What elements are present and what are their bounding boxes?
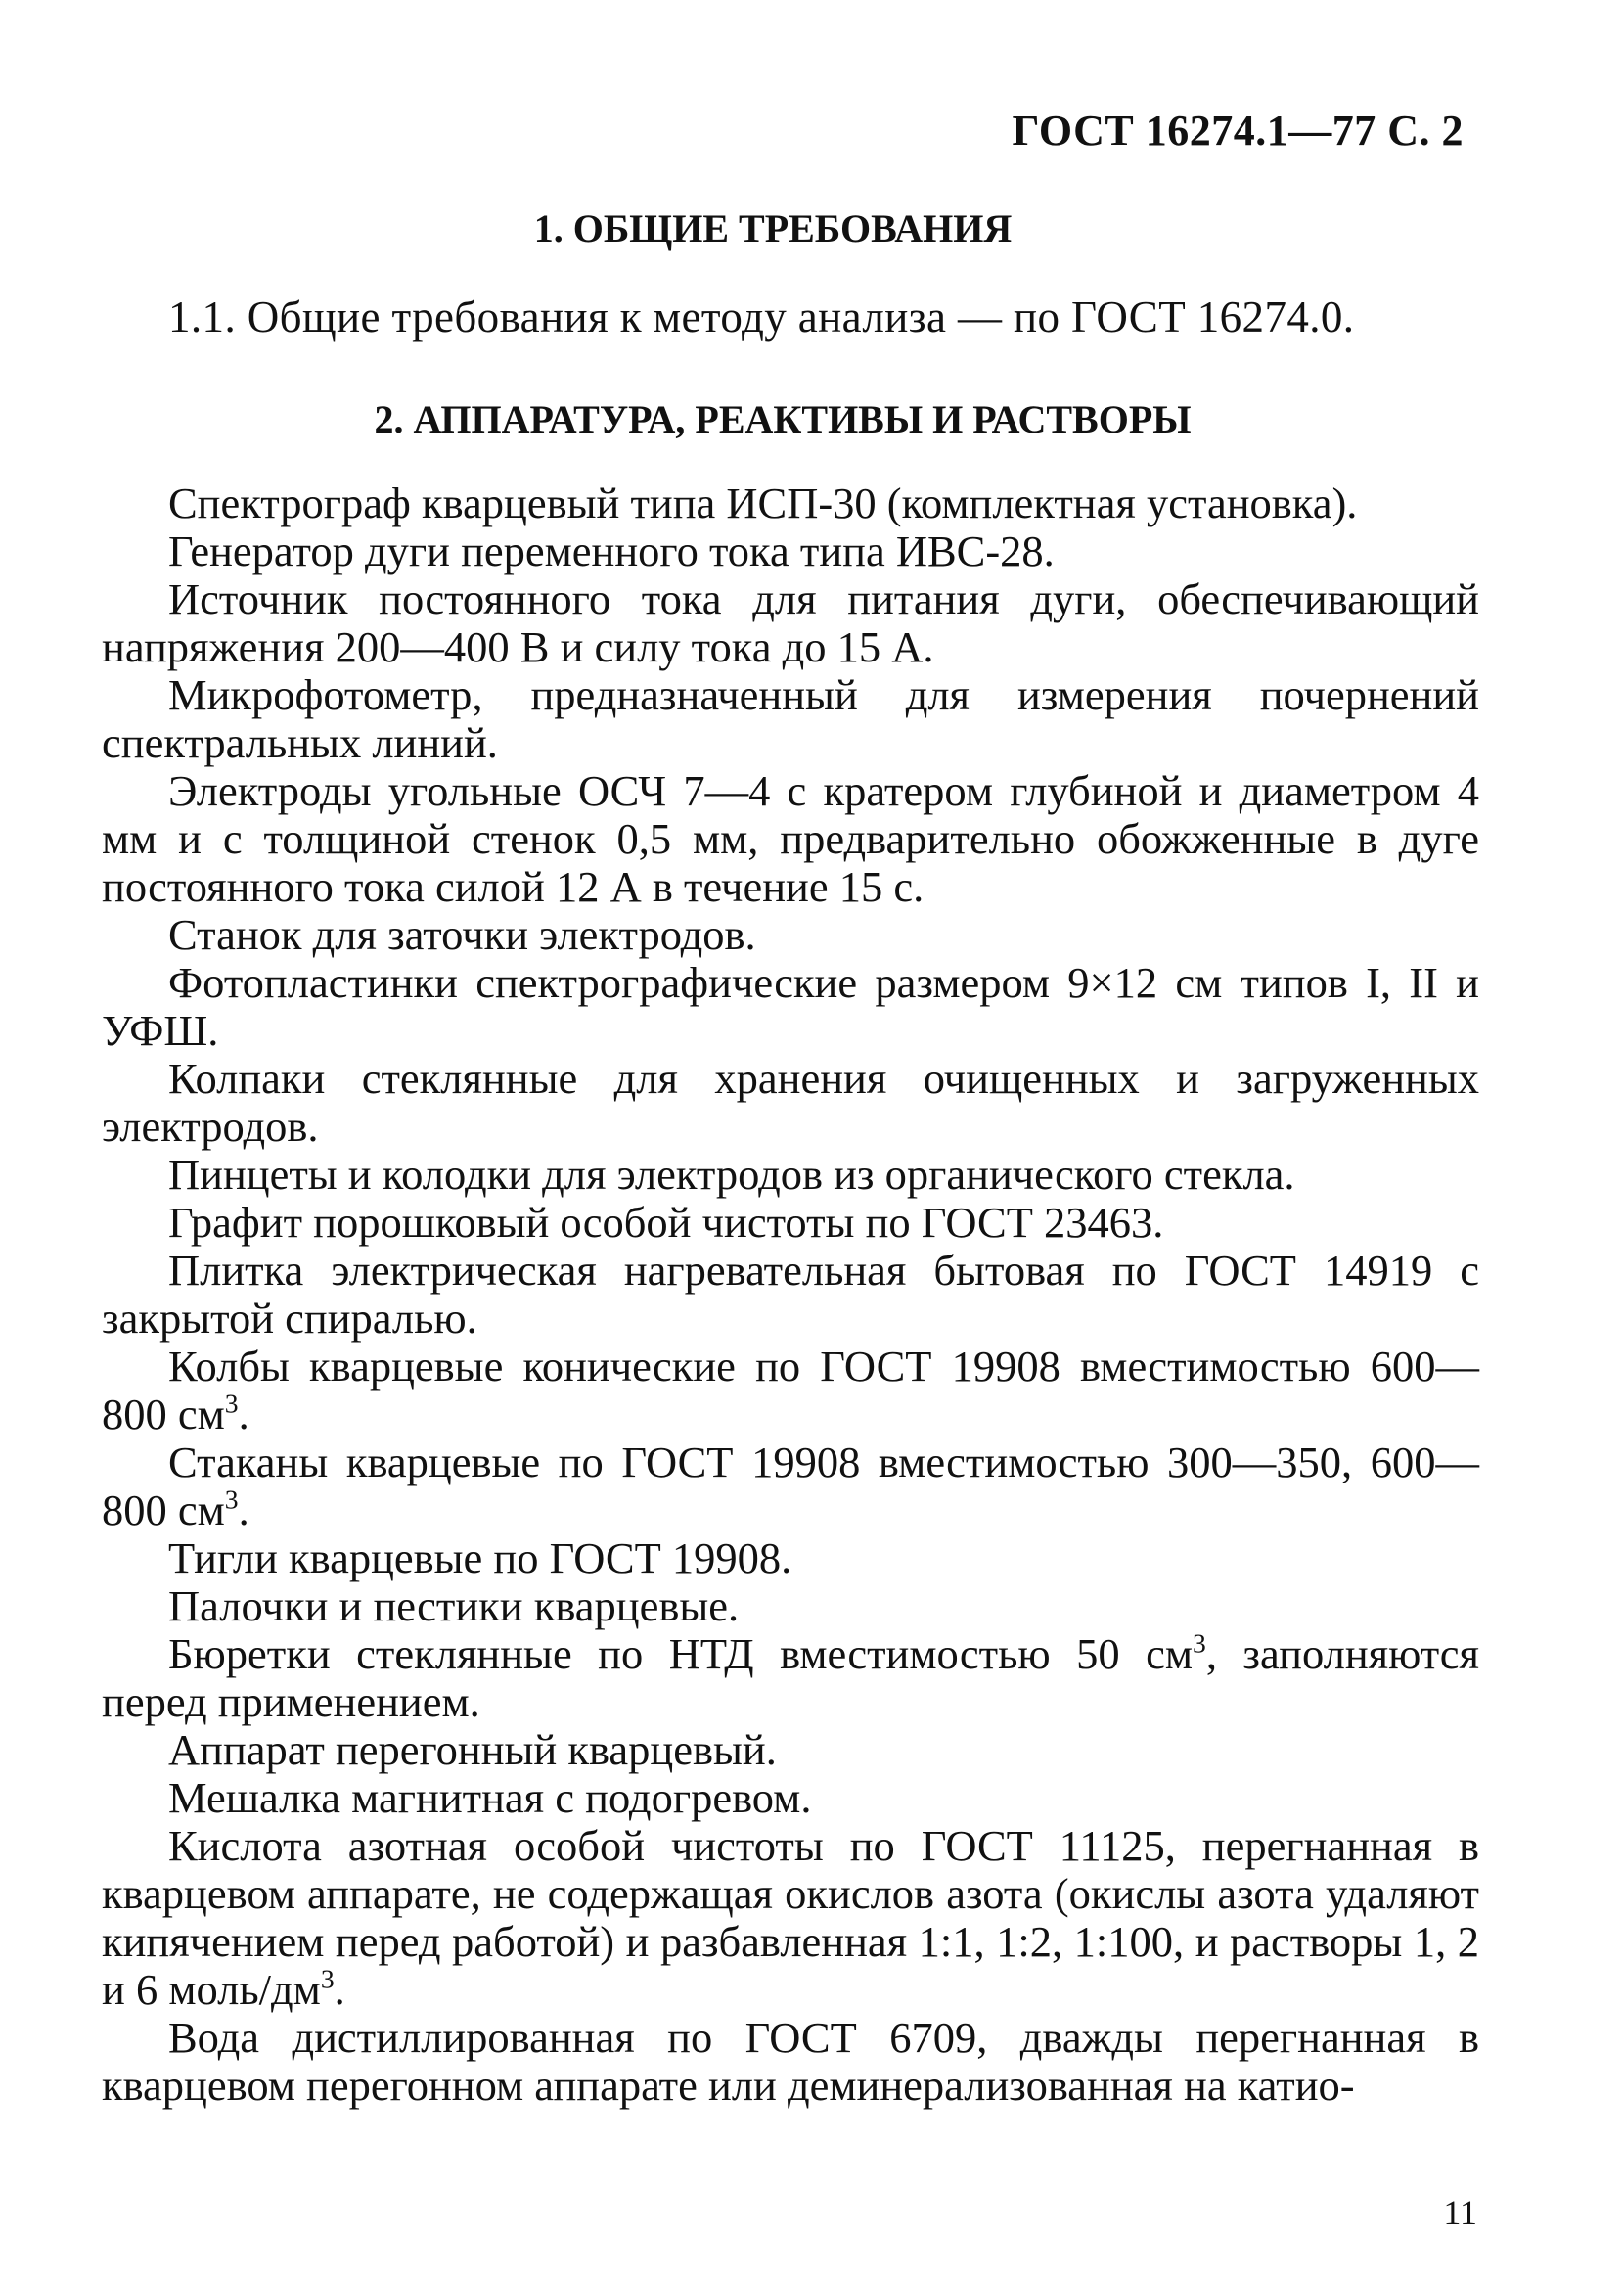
paragraph-text: Станок для заточки электродов. xyxy=(168,910,756,959)
section-2-body xyxy=(102,479,1479,2110)
list-item xyxy=(102,767,1479,911)
list-item xyxy=(102,1774,1479,1822)
document-header: ГОСТ 16274.1—77 С. 2 xyxy=(1012,107,1464,155)
list-item xyxy=(102,1343,1479,1438)
list-item xyxy=(102,1247,1479,1343)
paragraph-text: Бюретки стеклянные по НТД вместимостью 50 см xyxy=(168,1629,1194,1678)
superscript: 3 xyxy=(224,1483,239,1515)
page-number: 11 xyxy=(1443,2193,1477,2232)
list-item xyxy=(102,671,1479,767)
paragraph-tail: . xyxy=(238,1390,249,1438)
list-item xyxy=(102,959,1479,1055)
section-2-title: 2. АППАРАТУРА, РЕАКТИВЫ И РАСТВОРЫ xyxy=(374,397,1192,441)
paragraph-text: Спектрограф кварцевый типа ИСП-30 (комплектная установка). xyxy=(168,479,1358,527)
superscript: 3 xyxy=(1193,1627,1206,1659)
paragraph-tail: . xyxy=(334,1965,345,2014)
paragraph-tail: , заполняются перед применением. xyxy=(102,1629,1480,1726)
paragraph-text: Палочки и пестики кварцевые. xyxy=(168,1581,740,1630)
superscript: 3 xyxy=(320,1963,335,1994)
paragraph-text: Кислота азотная особой чистоты по ГОСТ 11125, перегнанная в кварцевом аппарате, не содержащая окислов азота (окислы азота удаляют кипячением перед работой) и разбавленная 1:1, 1:2, 1:100, и растворы 1, 2 и 6 моль/дм xyxy=(102,1821,1479,2014)
list-item xyxy=(102,1534,1479,1582)
list-item xyxy=(102,1055,1479,1151)
paragraph-text: Источник постоянного тока для питания дуги, обеспечивающий напряжения 200—400 В и силу тока до 15 А. xyxy=(102,574,1479,671)
list-item xyxy=(102,2014,1479,2110)
paragraph-text: Электроды угольные ОСЧ 7—4 с кратером глубиной и диаметром 4 мм и с толщиной стенок 0,5 мм, предварительно обожженные в дуге постоянного тока силой 12 А в течение 15 с. xyxy=(102,766,1479,911)
list-item xyxy=(102,1822,1479,2014)
paragraph-text: Стаканы кварцевые по ГОСТ 19908 вместимостью 300—350, 600—800 см xyxy=(102,1437,1479,1534)
section-1-item: 1.1. Общие требования к методу анализа — по ГОСТ 16274.0. xyxy=(168,293,1355,342)
paragraph-text: Фотопластинки спектрографические размером 9×12 см типов I, II и УФШ. xyxy=(102,958,1479,1055)
list-item xyxy=(102,1582,1479,1630)
paragraph-text: Плитка электрическая нагревательная бытовая по ГОСТ 14919 с закрытой спиралью. xyxy=(102,1246,1479,1343)
paragraph-text: Генератор дуги переменного тока типа ИВС-28. xyxy=(168,526,1055,575)
paragraph-text: Микрофотометр, предназначенный для измерения почернений спектральных линий. xyxy=(102,670,1479,767)
paragraph-text: Графит порошковый особой чистоты по ГОСТ 23463. xyxy=(168,1198,1164,1247)
list-item xyxy=(102,1438,1479,1534)
list-item xyxy=(102,527,1479,575)
paragraph-text: Тигли кварцевые по ГОСТ 19908. xyxy=(168,1533,792,1582)
paragraph-text: Аппарат перегонный кварцевый. xyxy=(168,1725,777,1774)
superscript: 3 xyxy=(224,1388,239,1419)
paragraph-text: Колпаки стеклянные для хранения очищенных и загруженных электродов. xyxy=(102,1054,1479,1151)
list-item xyxy=(102,575,1479,671)
list-item xyxy=(102,1151,1479,1199)
paragraph-text: Мешалка магнитная с подогревом. xyxy=(168,1773,812,1822)
paragraph-text: Пинцеты и колодки для электродов из органического стекла. xyxy=(168,1150,1295,1199)
section-1-title: 1. ОБЩИЕ ТРЕБОВАНИЯ xyxy=(533,206,1013,251)
list-item xyxy=(102,911,1479,959)
list-item xyxy=(102,1199,1479,1247)
list-item xyxy=(102,1726,1479,1774)
paragraph-text: Колбы кварцевые конические по ГОСТ 19908 вместимостью 600—800 см xyxy=(102,1342,1479,1438)
list-item xyxy=(102,1627,1480,1726)
list-item xyxy=(102,479,1479,527)
paragraph-text: Вода дистиллированная по ГОСТ 6709, дважды перегнанная в кварцевом перегонном аппарате или деминерализованная на катио- xyxy=(102,2013,1479,2110)
paragraph-tail: . xyxy=(238,1485,249,1534)
